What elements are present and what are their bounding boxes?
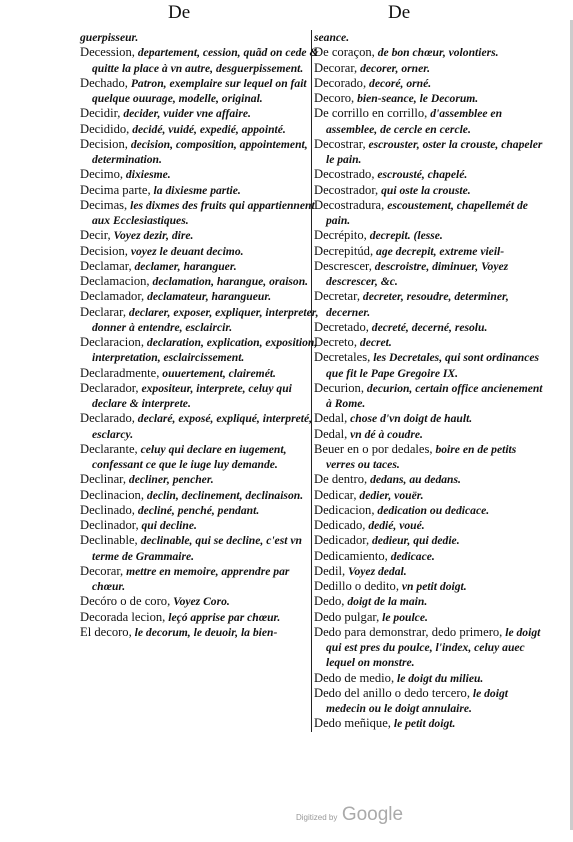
header-left: De <box>168 2 191 23</box>
entry-definition: decorer, orner. <box>360 61 430 75</box>
entry-headword: Dedal, <box>314 411 348 426</box>
dictionary-entry <box>314 137 544 168</box>
dictionary-entry <box>314 244 544 259</box>
entry-headword: Decima parte, <box>80 182 151 197</box>
entry-definition: leçó apprise par chœur. <box>168 610 281 624</box>
dictionary-entry <box>80 625 324 640</box>
entry-definition: declaration, explication, exposition, interpretation, esclaircissement. <box>92 336 318 365</box>
entry-headword: Decision, <box>80 136 128 151</box>
dictionary-entry <box>80 411 324 442</box>
entry-headword: Dedicamiento, <box>314 548 388 563</box>
entry-definition: decreté, decerné, resolu. <box>371 320 488 334</box>
entry-definition: decoré, orné. <box>369 76 432 90</box>
dictionary-entry <box>314 198 544 229</box>
entry-headword: Declinar, <box>80 472 126 487</box>
dictionary-entry <box>314 106 544 137</box>
dictionary-entry <box>314 488 544 503</box>
dictionary-entry <box>314 549 544 564</box>
entry-definition: decreter, resoudre, determiner, decerner. <box>326 290 509 319</box>
entry-headword: Dedo del anillo o dedo tercero, <box>314 685 470 700</box>
dictionary-entry <box>80 381 324 412</box>
dictionary-entry <box>80 305 324 336</box>
entry-definition: mettre en memoire, apprendre par chœur. <box>92 564 290 593</box>
dictionary-entry <box>80 472 324 487</box>
dictionary-entry <box>314 686 544 717</box>
entry-headword: El decoro, <box>80 624 132 639</box>
entry-definition: decliner, pencher. <box>128 473 214 487</box>
entry-headword: Decostrar, <box>314 136 366 151</box>
entry-definition: decurion, certain office ancienement à Rome. <box>326 381 543 410</box>
dictionary-entry <box>314 30 544 45</box>
entry-headword: Declinable, <box>80 533 138 548</box>
entry-definition: declaré, exposé, expliqué, interpreté, esclarcy. <box>92 412 312 441</box>
dictionary-entry <box>314 183 544 198</box>
entry-definition: ouuertement, clairemét. <box>162 366 276 380</box>
google-logo: Google <box>341 804 404 825</box>
dictionary-entry <box>314 167 544 182</box>
dictionary-entry <box>80 244 324 259</box>
dictionary-entry <box>314 594 544 609</box>
dictionary-entry <box>80 137 324 168</box>
entry-definition: escrousté, chapelé. <box>377 168 468 182</box>
dictionary-entry <box>80 533 324 564</box>
entry-headword: Declamacion, <box>80 274 150 288</box>
entry-definition: declarer, exposer, expliquer, interpreter, donner à entendre, esclaircir. <box>92 305 319 334</box>
entry-headword: Dedicado, <box>314 518 366 532</box>
entry-definition: dixiesme. <box>125 168 171 182</box>
entry-definition: declin, declinement, declinaison. <box>146 488 304 502</box>
entry-headword: Dedo para demonstrar, dedo primero, <box>314 624 503 639</box>
entry-headword: Decostradura, <box>314 197 385 212</box>
entry-headword: Dedillo o dedito, <box>314 579 399 593</box>
entry-definition: Patron, exemplaire sur lequel on fait quelque ouurage, modelle, original. <box>92 76 307 105</box>
dictionary-entry <box>314 625 544 671</box>
entry-definition: doigt de la main. <box>347 595 428 609</box>
entry-definition: decidé, vuidé, expedié, appointé. <box>132 122 286 136</box>
entry-definition: de bon chœur, volontiers. <box>377 46 499 60</box>
entry-headword: Descrescer, <box>314 258 372 273</box>
entry-headword: Dedicacion, <box>314 502 375 517</box>
dictionary-entry <box>314 45 544 60</box>
entry-headword: Dedicar, <box>314 487 357 502</box>
dictionary-entry <box>314 91 544 106</box>
entry-definition: decision, composition, appointement, determination. <box>92 137 308 166</box>
dictionary-entry <box>80 442 324 473</box>
entry-definition: le poulce. <box>382 610 428 624</box>
entry-headword: Dechado, <box>80 75 128 90</box>
entry-definition: le petit doigt. <box>393 717 456 731</box>
entry-headword: Decoro, <box>314 91 355 105</box>
entry-headword: Decimo, <box>80 167 124 182</box>
entry-headword: Declarado, <box>80 411 135 426</box>
dictionary-entry <box>80 289 324 304</box>
entry-headword: Declinacion, <box>80 487 144 502</box>
dictionary-entry <box>314 503 544 518</box>
entry-headword: De corrillo en corrillo, <box>314 106 428 121</box>
entry-headword: Dedil, <box>314 563 346 578</box>
entry-definition: dedicace. <box>390 549 435 563</box>
entry-headword: Declaradmente, <box>80 365 160 380</box>
entry-headword: Decidido, <box>80 121 130 136</box>
left-column <box>80 30 324 640</box>
entry-definition: departement, cession, quãd on cede & quitte la place à vn autre, desguerpissement. <box>92 46 319 75</box>
entry-headword: Decimas, <box>80 197 128 212</box>
entry-definition: decrepit. (lesse. <box>369 229 443 243</box>
dictionary-entry <box>80 564 324 595</box>
entry-definition: expositeur, interprete, celuy qui declare & interprete. <box>92 381 292 410</box>
dictionary-entry <box>314 228 544 243</box>
entry-headword: Decidir, <box>80 106 121 121</box>
entry-headword: Dedo meñique, <box>314 716 391 731</box>
entry-headword: Decretado, <box>314 319 369 334</box>
dictionary-entry <box>314 716 544 731</box>
entry-definition: le decorum, le deuoir, la bien- <box>134 625 278 639</box>
dictionary-entry <box>314 350 544 381</box>
entry-definition: qui decline. <box>141 519 197 532</box>
entry-headword: Declarador, <box>80 380 139 395</box>
dictionary-entry <box>314 610 544 625</box>
dictionary-entry <box>80 122 324 137</box>
dictionary-entry <box>80 228 324 243</box>
entry-headword: Decóro o de coro, <box>80 594 171 609</box>
dictionary-entry <box>80 183 324 198</box>
dictionary-entry <box>314 289 544 320</box>
entry-definition: les Decretales, qui sont ordinances que fit le Pape Gregoire IX. <box>326 351 540 380</box>
entry-definition: Voyez Coro. <box>173 595 230 609</box>
entry-headword: Declaracion, <box>80 335 144 349</box>
dictionary-entry <box>80 503 324 518</box>
dictionary-entry <box>80 594 324 609</box>
dictionary-entry <box>80 366 324 381</box>
entry-definition: dedié, voué. <box>368 519 425 532</box>
entry-definition: la dixiesme partie. <box>153 183 241 197</box>
entry-headword: Decession, <box>80 45 135 60</box>
digitized-label: Digitized by <box>296 813 338 822</box>
dictionary-entry <box>80 106 324 121</box>
entry-headword: Decorada lecion, <box>80 609 166 624</box>
entry-headword: Declamar, <box>80 258 132 273</box>
dictionary-entry <box>314 76 544 91</box>
running-header <box>0 2 573 28</box>
entry-headword: Dedo de medio, <box>314 670 395 685</box>
entry-headword: Decostrado, <box>314 167 375 182</box>
dictionary-entry <box>80 610 324 625</box>
dictionary-entry <box>314 411 544 426</box>
entry-definition: bien-seance, le Decorum. <box>357 92 479 105</box>
entry-definition: vn petit doigt. <box>401 580 467 593</box>
dictionary-entry <box>80 259 324 274</box>
entry-definition: declamation, harangue, oraison. <box>152 275 309 288</box>
entry-definition: d'assemblee en assemblee, de cercle en cercle. <box>326 107 503 136</box>
entry-definition: voyez le deuant decimo. <box>130 244 244 258</box>
entry-definition: seance. <box>314 31 350 44</box>
entry-definition: declinable, qui se decline, c'est vn terme de Grammaire. <box>92 534 302 563</box>
entry-definition: dedier, vouër. <box>359 488 424 502</box>
dictionary-entry <box>314 442 544 473</box>
dictionary-entry <box>314 335 544 350</box>
entry-definition: guerpisseur. <box>80 31 139 44</box>
entry-definition: chose d'vn doigt de hault. <box>350 412 473 426</box>
dictionary-entry <box>314 320 544 335</box>
entry-definition: declamateur, harangueur. <box>147 290 272 304</box>
entry-headword: Decorar, <box>80 563 124 578</box>
dictionary-entry <box>314 533 544 548</box>
dictionary-entry <box>314 61 544 76</box>
entry-definition: qui oste la crouste. <box>381 183 471 197</box>
entry-headword: Declarar, <box>80 304 126 319</box>
entry-definition: celuy qui declare en iugement, confessant ce que le iuge luy demande. <box>92 442 287 471</box>
entry-headword: Declinado, <box>80 502 135 517</box>
entry-headword: Beuer en o por dedales, <box>314 441 433 456</box>
dictionary-entry <box>80 274 324 289</box>
entry-definition: decliné, penché, pendant. <box>137 503 260 517</box>
entry-headword: Decurion, <box>314 380 365 395</box>
entry-definition: decret. <box>359 336 392 349</box>
entry-headword: Decrepitúd, <box>314 243 374 258</box>
dictionary-entry <box>314 564 544 579</box>
entry-definition: decider, vuider vne affaire. <box>123 107 251 121</box>
entry-definition: escrouster, oster la crouste, chapeler le pain. <box>326 137 543 166</box>
dictionary-entry <box>314 427 544 442</box>
entry-definition: boire en de petits verres ou taces. <box>326 442 517 471</box>
dictionary-entry <box>80 30 324 45</box>
entry-definition: dedans, au dedans. <box>370 473 461 487</box>
dictionary-entry <box>314 381 544 412</box>
dictionary-entry <box>80 335 324 366</box>
dictionary-entry <box>80 198 324 229</box>
dictionary-entry <box>80 76 324 107</box>
header-right: De <box>388 2 411 23</box>
entry-headword: Decrépito, <box>314 228 367 243</box>
dictionary-entry <box>314 579 544 594</box>
entry-headword: Decostrador, <box>314 182 379 197</box>
entry-headword: Declinador, <box>80 518 139 532</box>
entry-headword: Dedicador, <box>314 533 370 548</box>
dictionary-entry <box>314 518 544 533</box>
entry-headword: Decretales, <box>314 350 371 365</box>
dictionary-entry <box>80 488 324 503</box>
entry-headword: De dentro, <box>314 472 368 487</box>
dictionary-entry <box>314 671 544 686</box>
entry-headword: Decorado, <box>314 75 367 90</box>
entry-headword: Decreto, <box>314 335 358 349</box>
entry-headword: Decretar, <box>314 289 360 304</box>
entry-definition: Voyez dedal. <box>348 564 407 578</box>
entry-headword: Declarante, <box>80 441 138 456</box>
entry-definition: descroistre, diminuer, Voyez descrescer, &c. <box>326 259 509 288</box>
entry-headword: Dedo, <box>314 594 345 609</box>
entry-definition: vn dé à coudre. <box>350 427 423 441</box>
dictionary-entry <box>80 518 324 533</box>
entry-definition: le doigt medecin ou le doigt annulaire. <box>326 686 508 715</box>
digitized-watermark <box>296 804 403 826</box>
entry-headword: Decir, <box>80 228 111 243</box>
entry-headword: Declamador, <box>80 289 145 304</box>
entry-definition: declamer, haranguer. <box>134 259 237 273</box>
entry-headword: Decorar, <box>314 60 358 75</box>
entry-definition: escoustement, chapellemét de pain. <box>326 198 528 227</box>
entry-headword: Decision, <box>80 243 128 258</box>
dictionary-entry <box>314 472 544 487</box>
entry-definition: dedication ou dedicace. <box>377 503 490 517</box>
entry-definition: le doigt du milieu. <box>397 671 484 685</box>
entry-definition: dedieur, qui dedie. <box>372 534 460 548</box>
entry-definition: age decrepit, extreme vieil- <box>376 244 505 258</box>
dictionary-entry <box>80 45 324 76</box>
entry-headword: Dedo pulgar, <box>314 609 380 624</box>
dictionary-entry <box>80 167 324 182</box>
entry-definition: les dixmes des fruits qui appartiennent aux Ecclesiastiques. <box>92 198 315 227</box>
dictionary-entry <box>314 259 544 290</box>
entry-headword: De coraçon, <box>314 45 375 60</box>
right-column <box>314 30 544 732</box>
entry-definition: le doigt qui est pres du poulce, l'index, celuy auec lequel on monstre. <box>326 625 541 670</box>
entry-headword: Dedal, <box>314 426 348 441</box>
entry-definition: Voyez dezir, dire. <box>113 229 194 243</box>
